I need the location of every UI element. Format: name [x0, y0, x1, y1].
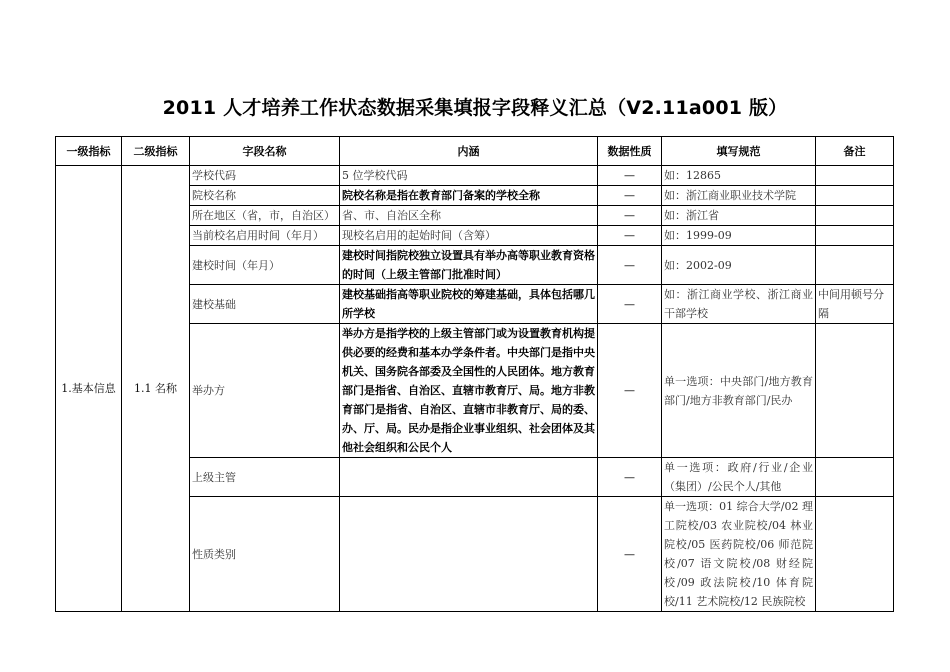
meaning-cell: 省、市、自治区全称 [340, 206, 598, 226]
meaning-cell: 现校名启用的起始时间（含筹） [340, 226, 598, 246]
header-note: 备注 [816, 137, 894, 166]
table-header-row [56, 137, 894, 166]
level1-cell: 1.基本信息 [56, 166, 122, 612]
fill-rule-cell: 单一选项：01 综合大学/02 理工院校/03 农业院校/04 林业院校/05 医药院校/06 师范院校/07 语文院校/08 财经院校/09 政法院校/10 体育院校/11 艺术院校/12 民族院校 [662, 497, 816, 612]
meaning-cell: 举办方是指学校的上级主管部门或为设置教育机构提供必要的经费和基本办学条件者。中央部门是指中央机关、国务院各部委及全国性的人民团体。地方教育部门是指省、自治区、直辖市教育厅、局。地方非教育部门是指省、自治区、直辖市非教育厅、局的委、办、厅、局。民办是指企业事业组织、社会团体及其他社会组织和公民个人 [340, 324, 598, 458]
header-data-type: 数据性质 [598, 137, 662, 166]
meaning-cell: 院校名称是指在教育部门备案的学校全称 [340, 186, 598, 206]
data-type-cell: — [598, 285, 662, 324]
header-fill-rule: 填写规范 [662, 137, 816, 166]
data-type-cell: — [598, 226, 662, 246]
data-type-cell: — [598, 497, 662, 612]
page-title: 2011 人才培养工作状态数据采集填报字段释义汇总（V2.11a001 版） [162, 97, 788, 119]
meaning-cell: 5 位学校代码 [340, 166, 598, 186]
field-definition-table [55, 136, 894, 612]
fill-rule-cell: 单一选项：中央部门/地方教育部门/地方非教育部门/民办 [662, 324, 816, 458]
header-level2: 二级指标 [122, 137, 190, 166]
header-meaning: 内涵 [340, 137, 598, 166]
fill-rule-cell: 单一选项：政府/行业/企业（集团）/公民个人/其他 [662, 458, 816, 497]
data-type-cell: — [598, 458, 662, 497]
note-cell [816, 166, 894, 186]
data-type-cell: — [598, 246, 662, 285]
table-row [56, 166, 894, 186]
header-field-name: 字段名称 [190, 137, 340, 166]
field-name-cell: 院校名称 [190, 186, 340, 206]
fill-rule-cell: 如：12865 [662, 166, 816, 186]
meaning-cell: 建校基础指高等职业院校的筹建基础，具体包括哪几所学校 [340, 285, 598, 324]
note-cell [816, 458, 894, 497]
field-name-cell: 举办方 [190, 324, 340, 458]
fill-rule-cell: 如：浙江省 [662, 206, 816, 226]
field-name-cell: 上级主管 [190, 458, 340, 497]
fill-rule-cell: 如：2002-09 [662, 246, 816, 285]
data-type-cell: — [598, 324, 662, 458]
fill-rule-cell: 如：1999-09 [662, 226, 816, 246]
level2-cell: 1.1 名称 [122, 166, 190, 612]
header-level1: 一级指标 [56, 137, 122, 166]
field-name-cell: 性质类别 [190, 497, 340, 612]
meaning-cell [340, 458, 598, 497]
field-name-cell: 建校时间（年月） [190, 246, 340, 285]
data-type-cell: — [598, 206, 662, 226]
note-cell [816, 246, 894, 285]
meaning-cell [340, 497, 598, 612]
field-name-cell: 建校基础 [190, 285, 340, 324]
note-cell: 中间用顿号分隔 [816, 285, 894, 324]
field-name-cell: 学校代码 [190, 166, 340, 186]
note-cell [816, 497, 894, 612]
note-cell [816, 324, 894, 458]
meaning-cell: 建校时间指院校独立设置具有举办高等职业教育资格的时间（上级主管部门批准时间） [340, 246, 598, 285]
field-name-cell: 当前校名启用时间（年月） [190, 226, 340, 246]
field-name-cell: 所在地区（省，市，自治区） [190, 206, 340, 226]
note-cell [816, 206, 894, 226]
fill-rule-cell: 如：浙江商业学校、浙江商业干部学校 [662, 285, 816, 324]
data-type-cell: — [598, 186, 662, 206]
fill-rule-cell: 如：浙江商业职业技术学院 [662, 186, 816, 206]
note-cell [816, 226, 894, 246]
data-type-cell: — [598, 166, 662, 186]
note-cell [816, 186, 894, 206]
